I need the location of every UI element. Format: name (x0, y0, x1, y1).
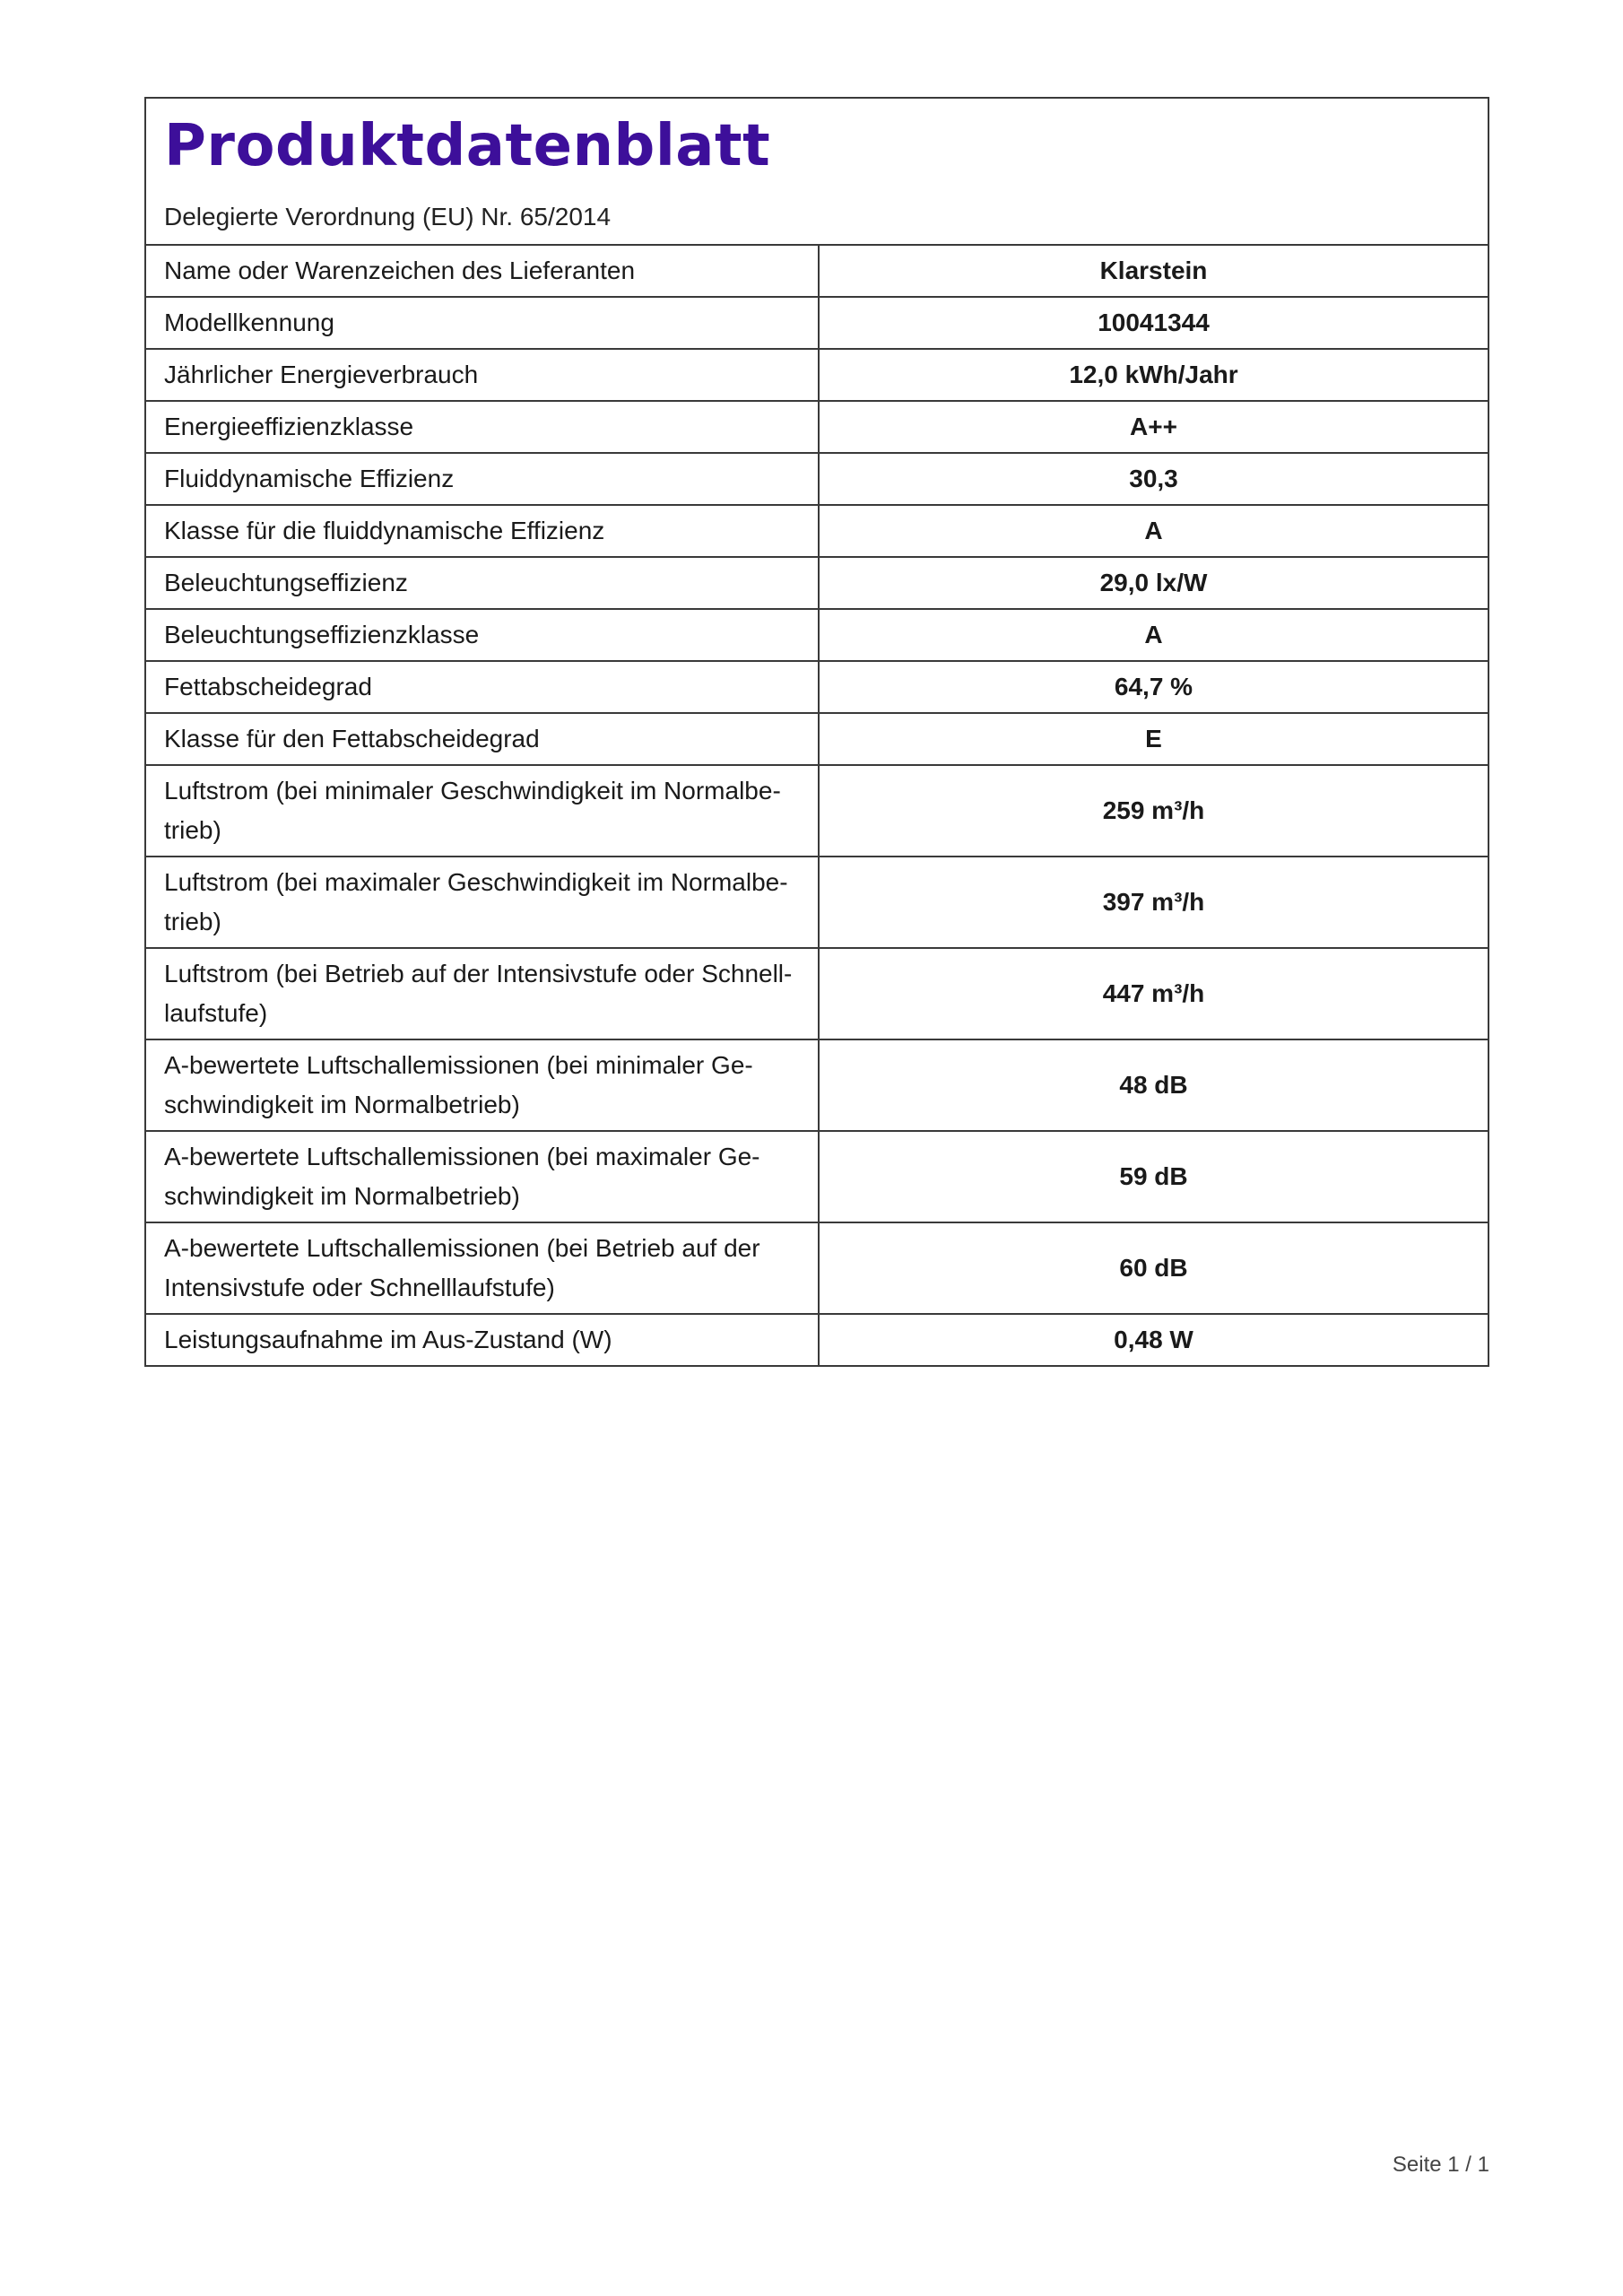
table-row (146, 505, 1488, 557)
table-row (146, 246, 1488, 297)
table-row (146, 297, 1488, 349)
row-value: 29,0 lx/W (819, 557, 1488, 609)
row-value: 59 dB (819, 1131, 1488, 1222)
table-row (146, 713, 1488, 765)
row-value: E (819, 713, 1488, 765)
row-label: A-bewertete Luftschallemissionen (bei minimaler Ge-schwindigkeit im Normalbetrieb) (146, 1039, 819, 1131)
row-label: Leistungsaufnahme im Aus-Zustand (W) (146, 1314, 819, 1365)
sheet-header (146, 99, 1488, 246)
row-value: 397 m³/h (819, 857, 1488, 948)
row-label: Klasse für die fluiddynamische Effizienz (146, 505, 819, 557)
row-value: 60 dB (819, 1222, 1488, 1314)
row-label: Fluiddynamische Effizienz (146, 453, 819, 505)
table-row (146, 765, 1488, 857)
row-label: Energieeffizienzklasse (146, 401, 819, 453)
regulation-reference: Delegierte Verordnung (EU) Nr. 65/2014 (164, 203, 612, 230)
table-row (146, 948, 1488, 1039)
product-data-sheet (144, 97, 1489, 1367)
row-label: Luftstrom (bei Betrieb auf der Intensivstufe oder Schnell-laufstufe) (146, 948, 819, 1039)
product-data-table (146, 246, 1488, 1365)
row-value: A (819, 505, 1488, 557)
row-label: Beleuchtungseffizienz (146, 557, 819, 609)
table-row (146, 557, 1488, 609)
row-value: 30,3 (819, 453, 1488, 505)
row-label: Luftstrom (bei minimaler Geschwindigkeit im Normalbe-trieb) (146, 765, 819, 857)
row-label: A-bewertete Luftschallemissionen (bei maximaler Ge-schwindigkeit im Normalbetrieb) (146, 1131, 819, 1222)
table-row (146, 349, 1488, 401)
table-row (146, 453, 1488, 505)
page-number: Seite 1 / 1 (1392, 2152, 1489, 2177)
table-row (146, 609, 1488, 661)
row-value: 48 dB (819, 1039, 1488, 1131)
row-value: 259 m³/h (819, 765, 1488, 857)
row-value: 12,0 kWh/Jahr (819, 349, 1488, 401)
table-row (146, 661, 1488, 713)
table-row (146, 1039, 1488, 1131)
row-value: 10041344 (819, 297, 1488, 349)
row-label: Luftstrom (bei maximaler Geschwindigkeit im Normalbe-trieb) (146, 857, 819, 948)
row-label: Modellkennung (146, 297, 819, 349)
table-row (146, 1314, 1488, 1365)
row-value: A (819, 609, 1488, 661)
page-title: Produktdatenblatt (164, 113, 771, 179)
row-value: 0,48 W (819, 1314, 1488, 1365)
row-value: Klarstein (1099, 257, 1208, 284)
row-label: Klasse für den Fettabscheidegrad (146, 713, 819, 765)
table-row (146, 1222, 1488, 1314)
row-label: Name oder Warenzeichen des Lieferanten (146, 246, 819, 297)
table-row (146, 1131, 1488, 1222)
table-row (146, 857, 1488, 948)
row-label: Jährlicher Energieverbrauch (146, 349, 819, 401)
row-value: 64,7 % (819, 661, 1488, 713)
row-label: Beleuchtungseffizienzklasse (146, 609, 819, 661)
row-value: 447 m³/h (819, 948, 1488, 1039)
table-row (146, 401, 1488, 453)
row-value: A++ (819, 401, 1488, 453)
row-label: A-bewertete Luftschallemissionen (bei Betrieb auf der Intensivstufe oder Schnelllaufstufe) (146, 1222, 819, 1314)
row-label: Fettabscheidegrad (146, 661, 819, 713)
